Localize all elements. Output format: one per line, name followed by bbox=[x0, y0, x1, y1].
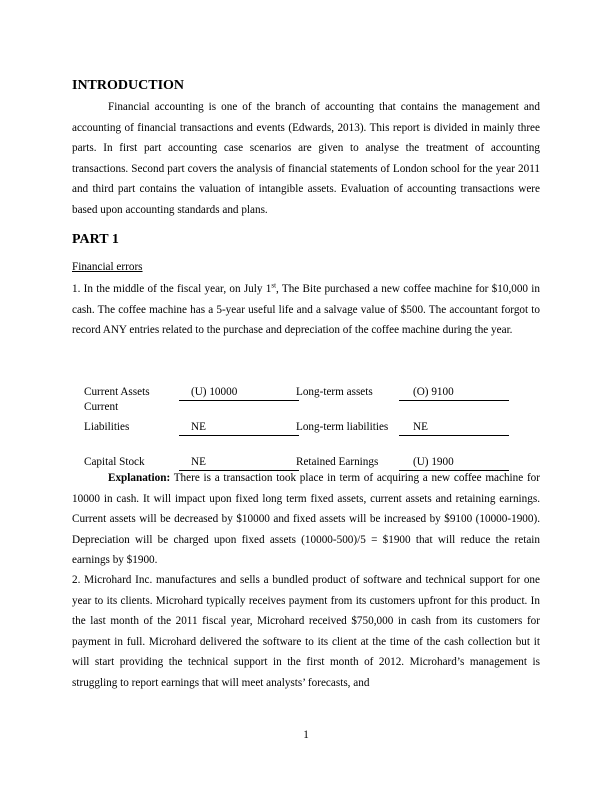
explanation-label: Explanation: bbox=[108, 472, 171, 484]
question-2-paragraph: 2. Microhard Inc. manufactures and sells a bundled product of software and technical support for one year to its clients. Microhard typically receives payment from its customers upfront for this product. In the last month of the 2011 fiscal year, Microhard received $750,000 in cash from its customers for payment in full. Microhard delivered the software to its client at the time of the cash collection but it will start providing the technical support in the first month of 2012. Microhard’s management is struggling to report earnings that will meet analysts’ forecasts, and bbox=[72, 574, 540, 689]
question-1-paragraph bbox=[72, 279, 540, 341]
longterm-assets-value: (O) 9100 bbox=[399, 386, 509, 401]
current-liabilities-label-line2: Liabilities bbox=[84, 421, 130, 433]
retained-earnings-value: (U) 1900 bbox=[399, 456, 509, 471]
introduction-paragraph: Financial accounting is one of the branch of accounting that contains the management and accounting of financial transactions and events (Edwards, 2013). This report is divided in mainly three parts. In first part accounting case scenarios are given to analyse the treatment of accounting transactions. Second part covers the analysis of financial statements of London school for the year 2011 and third part contains the valuation of intangible assets. Evaluation of accounting transactions were based upon accounting standards and plans. bbox=[72, 101, 540, 216]
current-liabilities-value: NE bbox=[179, 421, 299, 436]
longterm-assets-label: Long-term assets bbox=[296, 386, 373, 398]
introduction-heading: INTRODUCTION bbox=[72, 78, 185, 93]
question-1-superscript: st bbox=[271, 281, 277, 290]
capital-stock-label: Capital Stock bbox=[84, 456, 145, 468]
question-1-text-end: , The Bite purchased a new coffee machine for $10,000 in cash. The coffee machine has a 5-year useful life and a salvage value of $500. The accountant forgot to record ANY entries related to the purchase and depreciation of the coffee machine during the year. bbox=[72, 283, 540, 337]
retained-earnings-label: Retained Earnings bbox=[296, 456, 379, 468]
explanation-text: There is a transaction took place in term of acquiring a new coffee machine for 10000 in cash. It will impact upon fixed long term fixed assets, current assets and retaining earnings. Current assets will be decreased by $10000 and fixed assets will be increased by $9100 (10000-1900). Depreciation will be charged upon fixed assets (10000-500)/5 = $1900 that will reduce the retain earnings by $1900. bbox=[72, 472, 540, 567]
capital-stock-value: NE bbox=[179, 456, 299, 471]
explanation-paragraph bbox=[72, 468, 540, 571]
current-liabilities-label-line1: Current bbox=[84, 401, 119, 413]
current-assets-label: Current Assets bbox=[84, 386, 150, 398]
question-1-text-start: 1. In the middle of the fiscal year, on July 1 bbox=[72, 283, 272, 295]
part1-heading: PART 1 bbox=[72, 232, 119, 247]
financial-errors-subheading: Financial errors bbox=[72, 261, 143, 273]
longterm-liabilities-value: NE bbox=[399, 421, 509, 436]
current-assets-value: (U) 10000 bbox=[179, 386, 299, 401]
longterm-liabilities-label: Long-term liabilities bbox=[296, 421, 389, 433]
page-number: 1 bbox=[303, 729, 309, 741]
